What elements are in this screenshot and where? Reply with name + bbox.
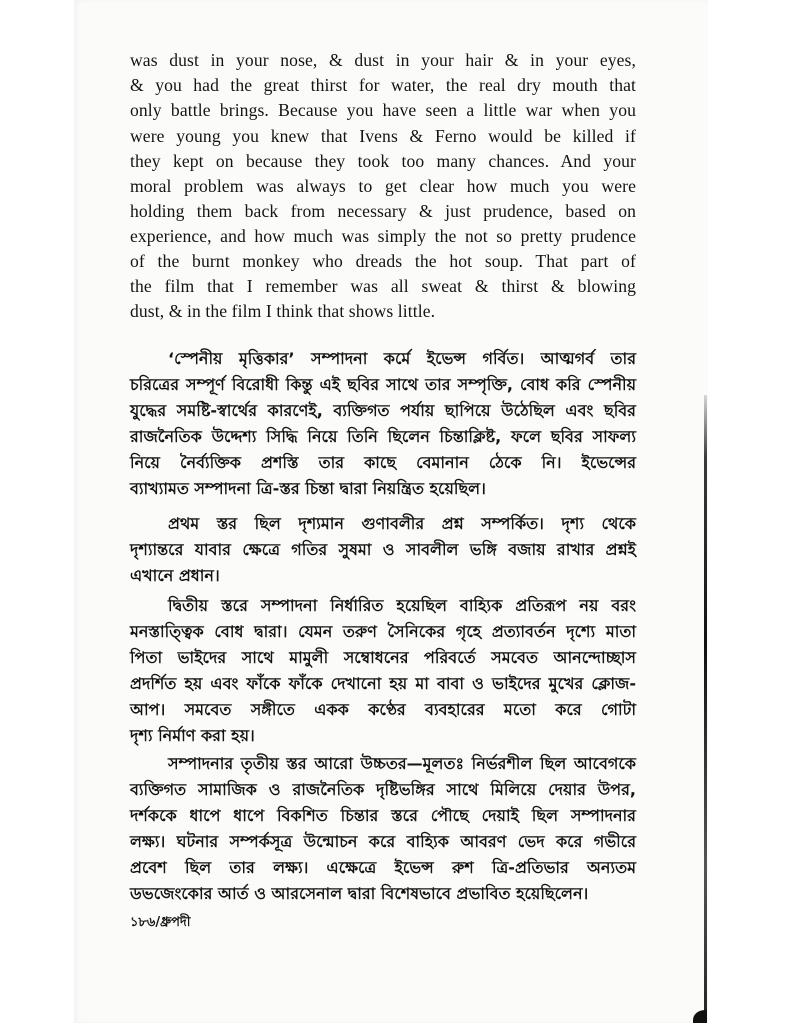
- text-line: যুদ্ধের সমষ্টি-স্বার্থের কারণেই, ব্যক্তিগত পর্যায় ছাপিয়ে উঠেছিল এবং ছবির: [130, 401, 636, 420]
- text-line: নিয়ে নৈর্ব্যক্তিক প্রশস্তি তার কাছে বেমানান ঠেকে নি। ইভেন্সের: [130, 453, 636, 472]
- text-line: only battle brings. Because you have seen a little war when you: [130, 100, 636, 120]
- text-line: ব্যাখ্যামত সম্পাদনা ত্রি-স্তর চিন্তা দ্বারা নিয়ন্ত্রিত হয়েছিল।: [130, 479, 486, 498]
- text-line: moral problem was always to get clear how much you were: [130, 176, 636, 196]
- text-line: they kept on because they took too many chances. And your: [130, 151, 636, 171]
- text-line: চরিত্রের সম্পূর্ণ বিরোধী কিন্তু এই ছবির সাথে তার সম্পৃক্তি, বোধ করি স্পেনীয়: [130, 375, 636, 394]
- text-line: ‘স্পেনীয় মৃত্তিকার’ সম্পাদনা কর্মে ইভেন্স গর্বিত। আত্মগর্ব তার: [168, 349, 636, 368]
- text-line: মনস্তাত্ত্বিক বোধ দ্বারা। যেমন তরুণ সৈনিকের গৃহে প্রত্যাবর্তন দৃশ্যে মাতা: [130, 622, 636, 641]
- text-line: ডভজেংকোর আর্ত ও আরসেনাল দ্বারা বিশেষভাবে প্রভাবিত হয়েছিলেন।: [130, 884, 589, 903]
- text-line: were young you knew that Ivens & Ferno would be killed if: [130, 126, 636, 146]
- text-line: dust, & in the film I think that shows little.: [130, 301, 436, 321]
- text-line: দৃশ্য নির্মাণ করা হয়।: [130, 726, 255, 745]
- page-edge-shadow: [704, 395, 707, 1023]
- text-line: লক্ষ্য। ঘটনার সম্পর্কসূত্র উন্মোচন করে বাহ্যিক আবরণ ভেদ করে গভীরে: [130, 832, 636, 851]
- text-line: holding them back from necessary & just prudence, based on: [130, 201, 636, 221]
- text-line: of the burnt monkey who dreads the hot soup. That part of: [130, 251, 636, 271]
- text-line: was dust in your nose, & dust in your hair & in your eyes,: [130, 50, 636, 70]
- text-line: & you had the great thirst for water, the real dry mouth that: [130, 75, 636, 95]
- text-line: প্রদর্শিত হয় এবং ফাঁকে ফাঁকে দেখানো হয় মা বাবা ও ভাইদের মুখের ক্লোজ-: [130, 674, 636, 693]
- text-line: এখানে প্রধান।: [130, 566, 220, 585]
- text-line: দর্শককে ধাপে ধাপে বিকশিত চিন্তার স্তরে পৌছে দেয়াই ছিল সম্পাদনার: [130, 806, 636, 825]
- text-line: ব্যক্তিগত সামাজিক ও রাজনৈতিক দৃষ্টিভঙ্গির সাথে মিলিয়ে দেয়ার উপর,: [130, 780, 636, 799]
- text-line: আপ। সমবেত সঙ্গীতে একক কণ্ঠের ব্যবহারের মতো করে গোটা: [130, 700, 636, 719]
- text-line: প্রবেশ ছিল তার লক্ষ্য। এক্ষেত্রে ইভেন্স রুশ ত্রি-প্রতিভার অন্যতম: [130, 858, 636, 877]
- text-line: প্রথম স্তর ছিল দৃশ্যমান গুণাবলীর প্রশ্ন সম্পর্কিত। দৃশ্য থেকে: [168, 514, 636, 533]
- text-line: পিতা ভাইদের সাথে মামুলী সম্বোধনের পরিবর্তে সমবেত আনন্দোচ্ছাস: [130, 648, 636, 667]
- text-line: দৃশ্যান্তরে যাবার ক্ষেত্রে গতির সুষমা ও সাবলীল ভঙ্গি বজায় রাখার প্রশ্নই: [130, 540, 636, 559]
- text-line: the film that I remember was all sweat & thirst & blowing: [130, 276, 636, 296]
- text-line: সম্পাদনার তৃতীয় স্তর আরো উচ্চতর—মূলতঃ নির্ভরশীল ছিল আবেগকে: [168, 754, 636, 773]
- text-line: রাজনৈতিক উদ্দেশ্য সিদ্ধি নিয়ে তিনি ছিলেন চিন্তাক্লিষ্ট, ফলে ছবির সাফল্য: [130, 427, 636, 446]
- text-line: experience, and how much was simply the not so pretty prudence: [130, 226, 636, 246]
- text-line: দ্বিতীয় স্তরে সম্পাদনা নির্ধারিত হয়েছিল বাহ্যিক প্রতিরূপ নয় বরং: [168, 596, 636, 615]
- page-number-footer: ১৮৬/ধ্রুপদী: [130, 915, 191, 930]
